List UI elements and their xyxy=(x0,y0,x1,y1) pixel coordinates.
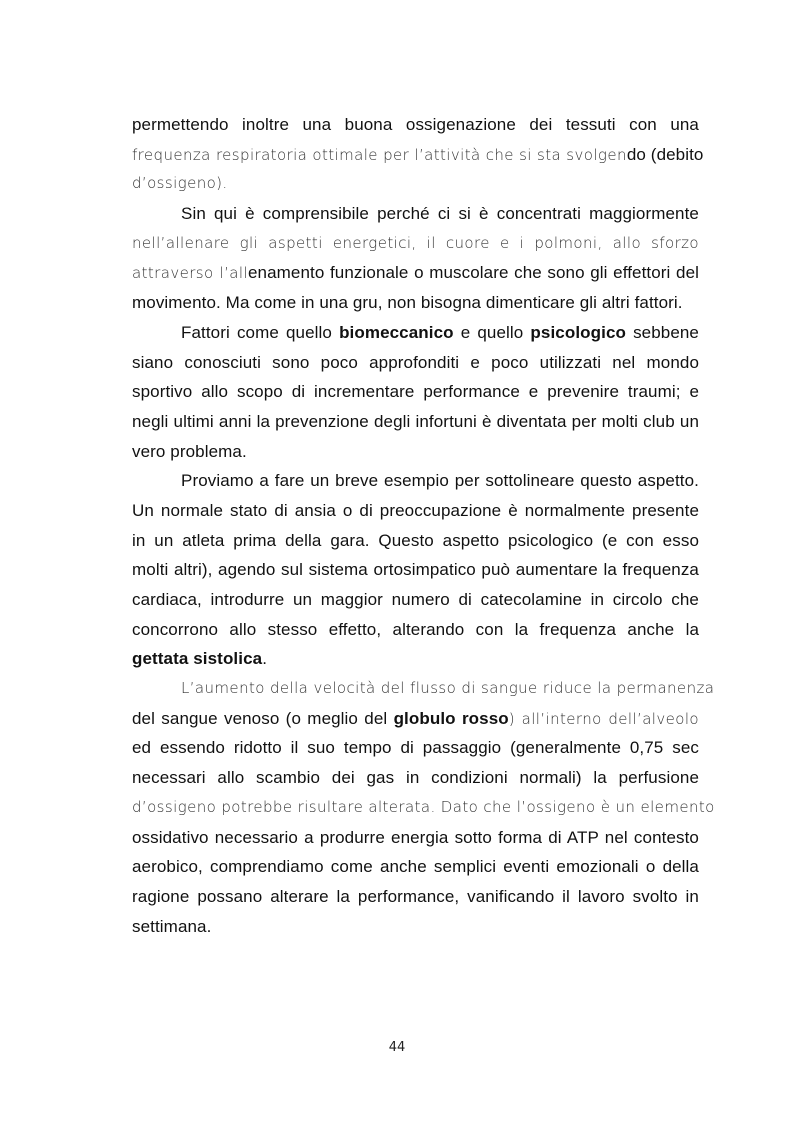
text-line: L’aumento della velocità del flusso di sangue riduce la permanenza xyxy=(181,679,715,698)
text-line: permettendo inoltre una buona ossigenazione dei tessuti con una xyxy=(132,115,699,134)
text-line: in un atleta prima della gara. Questo aspetto psicologico (e con esso xyxy=(132,530,699,550)
text-span: sebbene xyxy=(625,322,699,342)
text-span: attraverso l’all xyxy=(132,264,248,283)
text-line xyxy=(132,258,699,288)
bold-term: psicologico xyxy=(530,322,626,342)
text-span: ) all’interno dell’alveolo xyxy=(508,709,700,728)
paragraph-3 xyxy=(132,318,699,466)
text-line: aerobico, comprendiamo come anche semplici eventi emozionali o della xyxy=(132,857,699,877)
text-line: vero problema. xyxy=(132,441,247,461)
text-span: frequenza respiratoria ottimale per l’attività che si sta svolgen xyxy=(132,145,627,164)
text-span: . xyxy=(262,649,268,669)
text-line: Proviamo a fare un breve esempio per sottolineare questo aspetto. xyxy=(181,471,699,491)
text-span: do (debito xyxy=(626,144,704,164)
text-span: enamento funzionale o muscolare che sono gli effettori del xyxy=(247,263,699,283)
text-line: d’ossigeno). xyxy=(132,174,228,193)
text-line: ragione possano alterare la performance, vanificando il lavoro svolto in xyxy=(132,886,699,906)
text-line: negli ultimi anni la prevenzione degli infortuni è diventata per molti club un xyxy=(132,411,699,431)
text-line: movimento. Ma come in una gru, non bisogna dimenticare gli altri fattori. xyxy=(132,293,683,313)
text-line: Sin qui è comprensibile perché ci si è concentrati maggiormente xyxy=(181,204,699,224)
text-line: siano conosciuti sono poco approfonditi e poco utilizzati nel mondo xyxy=(132,352,699,372)
text-line: cardiaca, introdurre un maggior numero di catecolamine in circolo che xyxy=(132,590,699,609)
text-span: Fattori come quello xyxy=(181,322,340,342)
text-line: ed essendo ridotto il suo tempo di passaggio (generalmente 0,75 sec xyxy=(132,738,699,758)
text-line: necessari allo scambio dei gas in condizioni normali) la perfusione xyxy=(132,768,699,788)
text-span: del sangue venoso (o meglio del xyxy=(132,708,394,728)
paragraph-2 xyxy=(132,199,699,318)
bold-term: globulo rosso xyxy=(393,708,509,728)
text-span: e quello xyxy=(453,322,531,342)
text-line: settimana. xyxy=(132,916,212,936)
text-line xyxy=(132,704,699,734)
text-line xyxy=(132,318,699,348)
text-line: ossidativo necessario a produrre energia sotto forma di ATP nel contesto xyxy=(132,827,699,847)
text-line: molti altri), agendo sul sistema ortosimpatico può aumentare la frequenza xyxy=(132,560,699,580)
text-line xyxy=(132,644,699,674)
text-line: concorrono allo stesso effetto, alterando con la frequenza anche la xyxy=(132,619,699,639)
paragraph-1 xyxy=(132,110,704,199)
document-body xyxy=(132,110,715,941)
text-line: sportivo allo scopo di incrementare performance e prevenire traumi; e xyxy=(132,382,699,402)
page-number: 44 xyxy=(388,1040,406,1055)
paragraph-5 xyxy=(132,674,715,941)
paragraph-4 xyxy=(132,466,699,674)
bold-term: biomeccanico xyxy=(339,322,454,342)
text-line: Un normale stato di ansia o di preoccupazione è normalmente presente xyxy=(132,500,699,520)
bold-term: gettata sistolica xyxy=(132,649,263,669)
text-line: nell’allenare gli aspetti energetici, il cuore e i polmoni, allo sforzo xyxy=(132,233,699,252)
text-line: d’ossigeno potrebbe risultare alterata. Dato che l’ossigeno è un elemento xyxy=(132,797,715,816)
text-line xyxy=(132,140,704,170)
